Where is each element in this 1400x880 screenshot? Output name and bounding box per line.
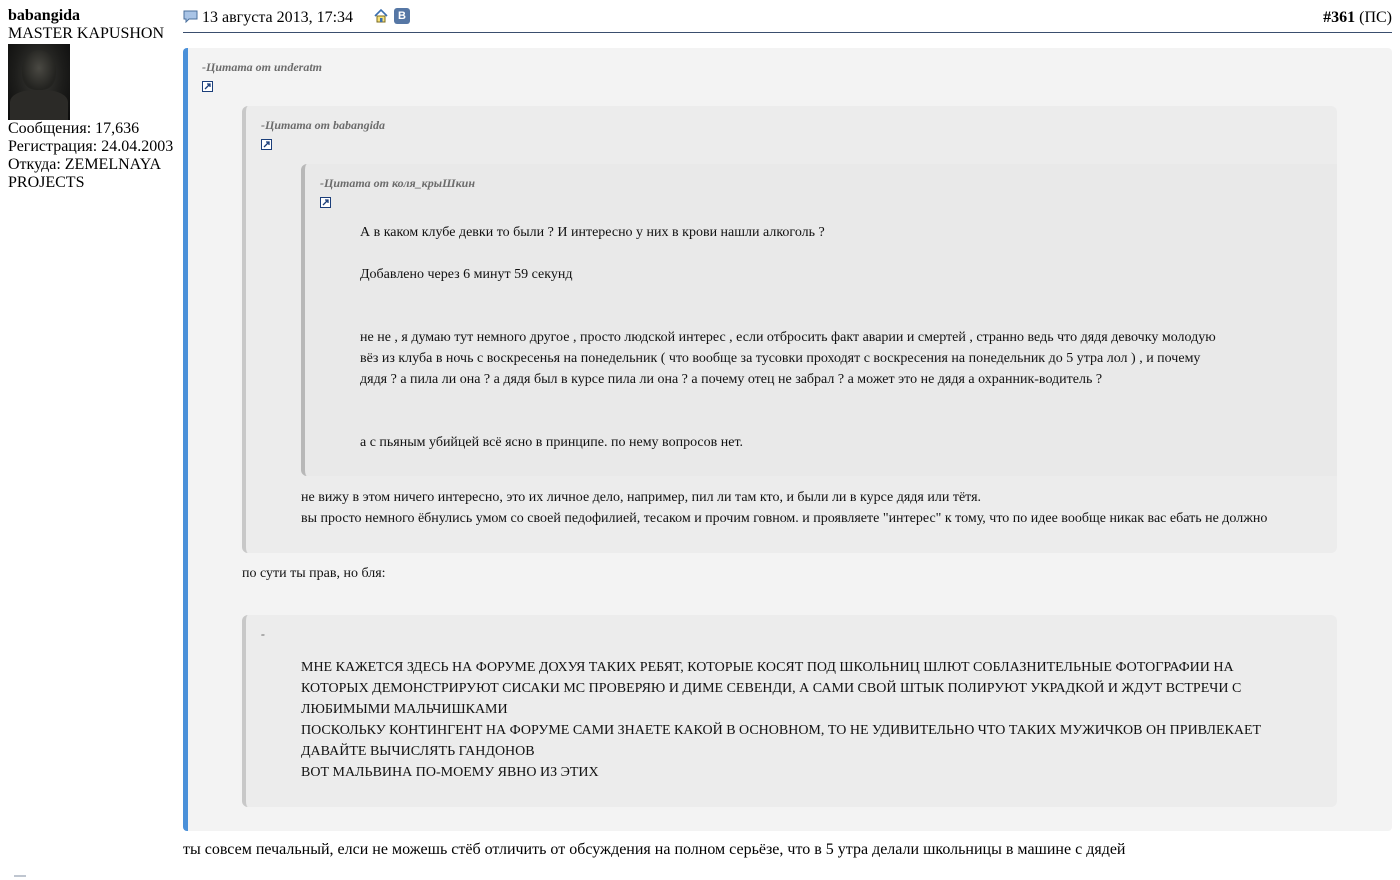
user-location: Откуда: ZEMELNAYA PROJECTS	[8, 156, 161, 191]
external-link-icon[interactable]	[202, 81, 213, 92]
post-number-suffix: (ПС)	[1359, 9, 1392, 26]
username[interactable]: babangida	[8, 7, 81, 24]
quote-level3-line: дядя ? а пила ли она ? а дядя был в курсе пила ли она ? а почему отец не забрал ? а может это не дядя а охранник-водитель ?	[360, 372, 1103, 387]
quote-level3	[301, 164, 1337, 476]
quote-level2-line: вы просто немного ёбнулись умом со своей педофилией, тесаком и прочим говном. и проявляете "интерес" к тому, что по идее вообще никак вас ебать не должно	[301, 511, 1268, 526]
post-header	[183, 7, 1392, 33]
quote-level4-author: -	[261, 627, 265, 641]
quote-outer-reply: по сути ты прав, но бля:	[242, 566, 386, 581]
home-icon[interactable]	[373, 8, 389, 24]
external-link-icon[interactable]	[320, 197, 331, 208]
vk-icon[interactable]: B	[394, 8, 410, 24]
quote-outer-author: -Цитата от underatm	[202, 60, 323, 74]
post-body-text: ты совсем печальный, елси не можешь стёб отличить от обсуждения на полном серьёзе, что в 5 утра делали школьницы в машине с дядей	[183, 841, 1126, 858]
user-info-panel	[8, 7, 178, 192]
avatar[interactable]	[8, 44, 70, 120]
quote-level4-line: МНЕ КАЖЕТСЯ ЗДЕСЬ НА ФОРУМЕ ДОХУЯ ТАКИХ РЕБЯТ, КОТОРЫЕ КОСЯТ ПОД ШКОЛЬНИЦ ШЛЮТ СОБЛАЗНИТЕЛЬНЫЕ ФОТОГРАФИИ НА КОТОРЫХ ДЕМОНСТРИРУЮТ СИСАКИ МС ПРОВЕРЯЮ И ДИМЕ СЕВЕНДИ, А САМИ СВОЙ ШТЫК ПОЛИРУЮТ УКРАДКОЙ И ЖДУТ ВСТРЕЧИ С ЛЮБИМЫМИ МАЛЬЧИШКАМИ	[301, 660, 1242, 717]
speech-bubble-icon	[183, 10, 198, 23]
quote-level4-line: ВОТ МАЛЬВИНА ПО-МОЕМУ ЯВНО ИЗ ЭТИХ	[301, 765, 599, 780]
external-link-icon[interactable]	[261, 139, 272, 150]
user-registration-date: Регистрация: 24.04.2003	[8, 138, 174, 155]
divider-mark	[14, 874, 26, 878]
quote-level3-line: вёз из клуба в ночь с воскресенья на понедельник ( что вообще за тусовки проходят с воскресения на понедельник до 5 утра лол ) , и почему	[360, 351, 1201, 366]
quote-level3-line: Добавлено через 6 минут 59 секунд	[360, 267, 573, 282]
quote-level2-line: не вижу в этом ничего интересно, это их личное дело, например, пил ли там кто, и были ли в курсе дядя или тётя.	[301, 490, 982, 505]
quote-level2-author: -Цитата от babangida	[261, 118, 386, 132]
user-title: MASTER KAPUSHON	[8, 25, 165, 42]
quote-level4-line: ДАВАЙТЕ ВЫЧИСЛЯТЬ ГАНДОНОВ	[301, 744, 535, 759]
quote-level4-line: ПОСКОЛЬКУ КОНТИНГЕНТ НА ФОРУМЕ САМИ ЗНАЕТЕ КАКОЙ В ОСНОВНОМ, ТО НЕ УДИВИТЕЛЬНО ЧТО ТАКИХ МУЖИЧКОВ ОН ПРИВЛЕКАЕТ	[301, 723, 1262, 738]
quote-level3-line: не не , я думаю тут немного другое , просто людской интерес , если отбросить факт аварии и смертей , странно ведь что дядя девочку молодую	[360, 330, 1216, 345]
quote-level3-line: а с пьяным убийцей всё ясно в принципе. по нему вопросов нет.	[360, 435, 744, 450]
post-number-value[interactable]: #361	[1323, 9, 1356, 26]
post-date: 13 августа 2013, 17:34	[202, 9, 354, 26]
quote-level3-line: А в каком клубе девки то были ? И интересно у них в крови нашли алкоголь ?	[360, 225, 825, 240]
post-number[interactable]	[1323, 9, 1392, 27]
user-post-count: Сообщения: 17,636	[8, 120, 140, 137]
quote-level3-author: -Цитата от коля_крыШкин	[320, 176, 476, 190]
